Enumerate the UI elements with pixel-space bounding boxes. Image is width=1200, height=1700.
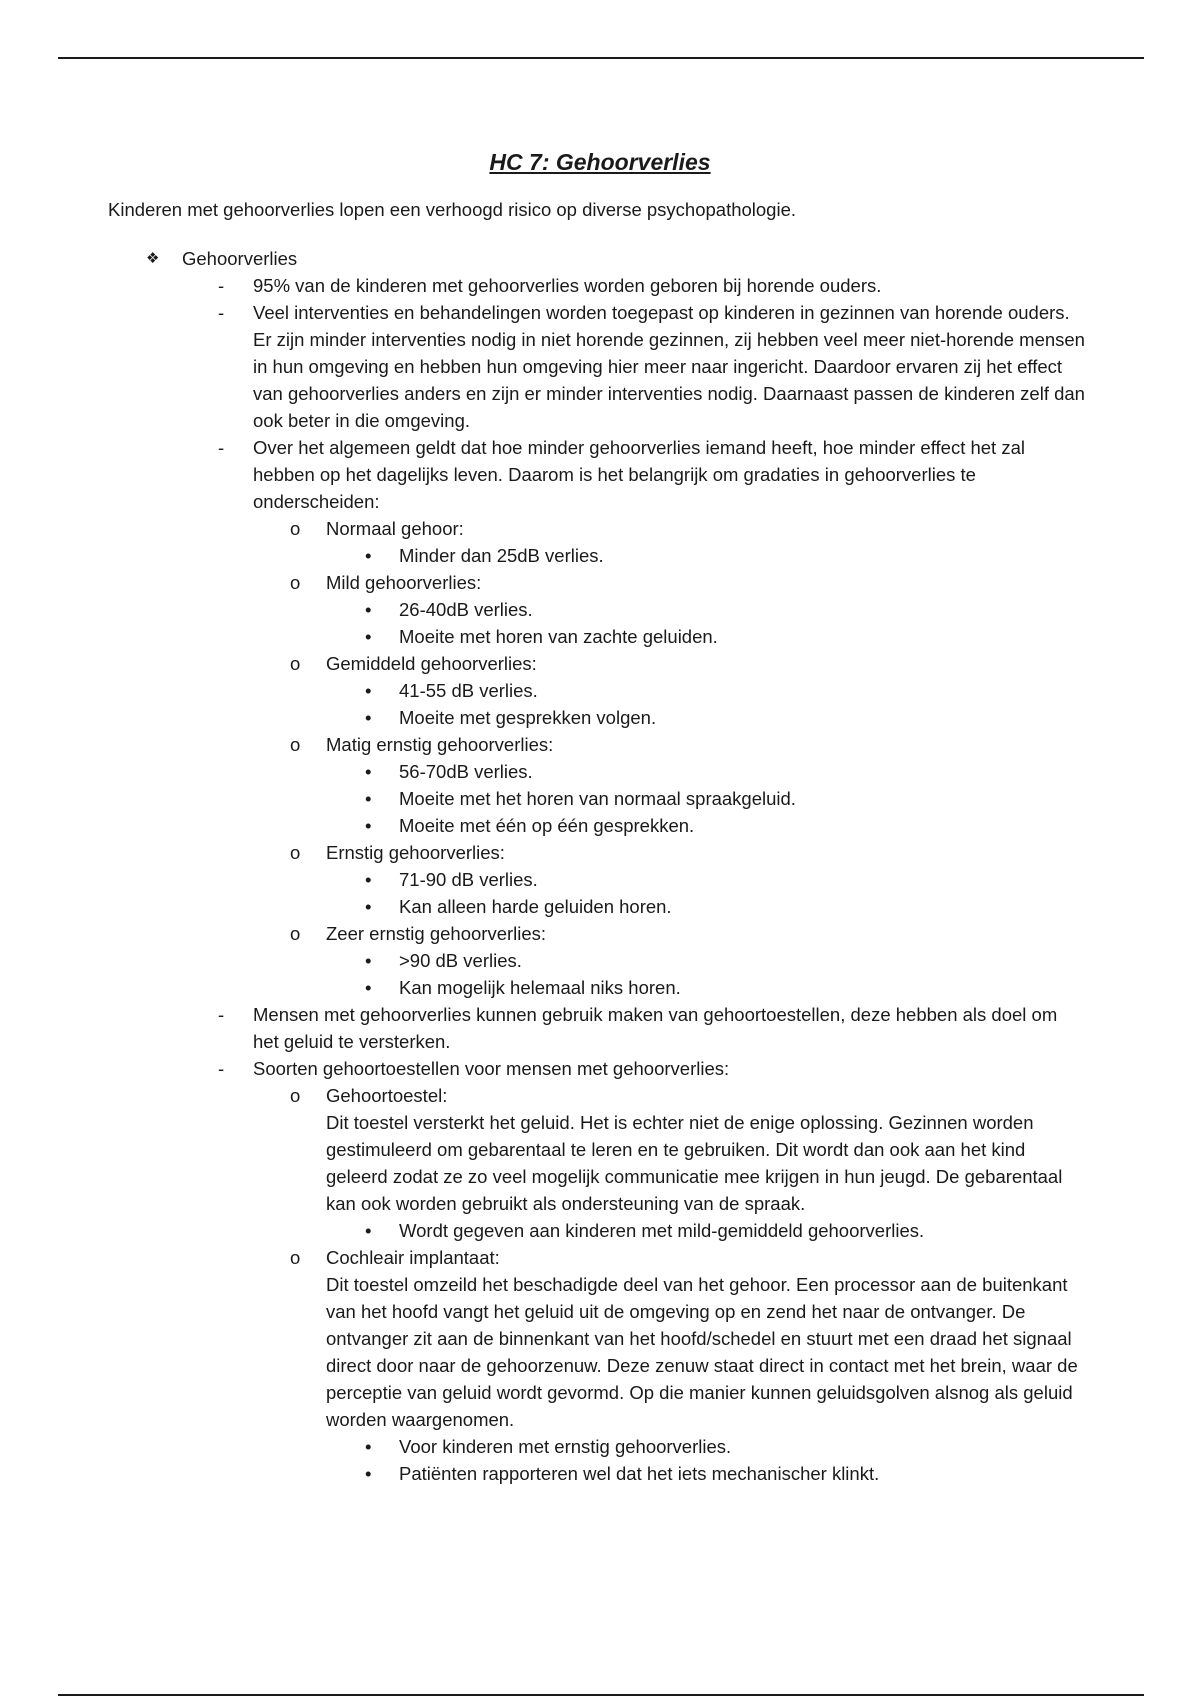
level-details bbox=[326, 596, 1088, 650]
list-item bbox=[365, 785, 1088, 812]
circle-bullet-icon: o bbox=[290, 734, 301, 755]
list-item-text: Moeite met het horen van normaal spraakgeluid. bbox=[399, 788, 796, 809]
dot-bullet-icon: • bbox=[365, 815, 372, 836]
list-item-text: 41-55 dB verlies. bbox=[399, 680, 538, 701]
level-label: Gemiddeld gehoorverlies: bbox=[326, 653, 537, 674]
intro-paragraph: Kinderen met gehoorverlies lopen een verhoogd risico op diverse psychopathologie. bbox=[108, 199, 797, 220]
dot-bullet-icon: • bbox=[365, 977, 372, 998]
list-item bbox=[365, 758, 1088, 785]
list-item-text: Minder dan 25dB verlies. bbox=[399, 545, 604, 566]
dot-bullet-icon: • bbox=[365, 680, 372, 701]
list-item-text: Moeite met horen van zachte geluiden. bbox=[399, 626, 718, 647]
dot-bullet-icon: • bbox=[365, 626, 372, 647]
circle-bullet-icon: o bbox=[290, 653, 301, 674]
level-label: Zeer ernstig gehoorverlies: bbox=[326, 923, 547, 944]
list-item-text: Soorten gehoortoestellen voor mensen met gehoorverlies: bbox=[253, 1058, 730, 1079]
devices-list bbox=[253, 1082, 1088, 1487]
list-item bbox=[365, 1217, 1088, 1244]
hearing-levels-list bbox=[253, 515, 1088, 1001]
list-item-text: 56-70dB verlies. bbox=[399, 761, 533, 782]
list-item-text: >90 dB verlies. bbox=[399, 950, 522, 971]
main-points-list bbox=[182, 272, 1085, 1487]
list-item bbox=[290, 839, 1088, 920]
list-item-text: Patiënten rapporteren wel dat het iets mechanischer klinkt. bbox=[399, 1463, 880, 1484]
list-item bbox=[365, 947, 1088, 974]
diamond-bullet-icon: ❖ bbox=[146, 250, 160, 267]
list-item bbox=[218, 1055, 1088, 1487]
dot-bullet-icon: • bbox=[365, 599, 372, 620]
circle-bullet-icon: o bbox=[290, 518, 301, 539]
circle-bullet-icon: o bbox=[290, 923, 301, 944]
list-item bbox=[365, 1433, 1088, 1460]
level-details bbox=[326, 758, 1088, 839]
list-item bbox=[365, 893, 1088, 920]
dot-bullet-icon: • bbox=[365, 788, 372, 809]
dot-bullet-icon: • bbox=[365, 950, 372, 971]
dot-bullet-icon: • bbox=[365, 1436, 372, 1457]
list-item-text: Mensen met gehoorverlies kunnen gebruik maken van gehoortoestellen, deze hebben als doel om het geluid te versterken. bbox=[253, 1004, 1058, 1052]
list-item bbox=[365, 677, 1088, 704]
level-label: Matig ernstig gehoorverlies: bbox=[326, 734, 554, 755]
list-item bbox=[365, 704, 1088, 731]
device-label: Gehoortoestel: bbox=[326, 1085, 448, 1106]
list-item-text: Kan alleen harde geluiden horen. bbox=[399, 896, 672, 917]
list-item bbox=[290, 515, 1088, 569]
level-details bbox=[326, 542, 1088, 569]
dash-bullet-icon: - bbox=[218, 1058, 225, 1079]
dot-bullet-icon: • bbox=[365, 707, 372, 728]
list-item bbox=[218, 299, 1088, 434]
circle-bullet-icon: o bbox=[290, 1085, 301, 1106]
list-item bbox=[218, 272, 1088, 299]
list-item-text: Moeite met gesprekken volgen. bbox=[399, 707, 657, 728]
circle-bullet-icon: o bbox=[290, 572, 301, 593]
page-title: HC 7: Gehoorverlies bbox=[489, 149, 711, 175]
device-details bbox=[326, 1217, 1088, 1244]
list-item-text: 71-90 dB verlies. bbox=[399, 869, 538, 890]
footer-rule bbox=[58, 1694, 1144, 1696]
level-label: Normaal gehoor: bbox=[326, 518, 464, 539]
list-item bbox=[290, 569, 1088, 650]
device-description: Dit toestel versterkt het geluid. Het is echter niet de enige oplossing. Gezinnen worden gestimuleerd om gebarentaal te leren en te gebruiken. Dit wordt dan ook aan het kind geleerd zodat ze zo veel mogelijk communicatie mee krijgen in hun jeugd. De gebarentaal kan ook worden gebruikt als ondersteuning van de spraak. bbox=[326, 1112, 1063, 1214]
dot-bullet-icon: • bbox=[365, 896, 372, 917]
circle-bullet-icon: o bbox=[290, 1247, 301, 1268]
circle-bullet-icon: o bbox=[290, 842, 301, 863]
dash-bullet-icon: - bbox=[218, 302, 225, 323]
level-label: Mild gehoorverlies: bbox=[326, 572, 482, 593]
level-label: Ernstig gehoorverlies: bbox=[326, 842, 505, 863]
dot-bullet-icon: • bbox=[365, 545, 372, 566]
document-body bbox=[0, 145, 1200, 1487]
section-heading: Gehoorverlies bbox=[182, 248, 298, 269]
device-description: Dit toestel omzeild het beschadigde deel van het gehoor. Een processor aan de buitenkant van het hoofd vangt het geluid uit de omgeving op en zend het naar de ontvanger. De ontvanger zit aan de binnenkant van het hoofd/schedel en stuurt met een draad het signaal direct door naar de gehoorzenuw. Deze zenuw staat direct in contact met het brein, waar de perceptie van geluid wordt gevormd. Op die manier kunnen geluidsgolven alsnog als geluid worden waargenomen. bbox=[326, 1274, 1078, 1430]
dot-bullet-icon: • bbox=[365, 1463, 372, 1484]
dash-bullet-icon: - bbox=[218, 437, 225, 458]
dot-bullet-icon: • bbox=[365, 761, 372, 782]
list-item bbox=[365, 596, 1088, 623]
list-item bbox=[290, 1244, 1088, 1487]
list-item bbox=[365, 812, 1088, 839]
list-item bbox=[290, 920, 1088, 1001]
list-item-text: Wordt gegeven aan kinderen met mild-gemiddeld gehoorverlies. bbox=[399, 1220, 925, 1241]
device-label: Cochleair implantaat: bbox=[326, 1247, 500, 1268]
list-item bbox=[290, 650, 1088, 731]
list-item-text: Veel interventies en behandelingen worden toegepast op kinderen in gezinnen van horende ouders. Er zijn minder interventies nodig in niet horende gezinnen, zij hebben veel meer niet-horende mensen in hun omgeving en hebben hun omgeving hier meer naar ingericht. Daardoor ervaren zij het effect van gehoorverlies anders en zijn er minder interventies nodig. Daarnaast passen de kinderen zelf dan ook beter in die omgeving. bbox=[253, 302, 1085, 431]
list-item bbox=[365, 542, 1088, 569]
dash-bullet-icon: - bbox=[218, 1004, 225, 1025]
dot-bullet-icon: • bbox=[365, 1220, 372, 1241]
list-item bbox=[218, 1001, 1088, 1055]
list-item-text: 26-40dB verlies. bbox=[399, 599, 533, 620]
list-item bbox=[290, 731, 1088, 839]
list-item-text: 95% van de kinderen met gehoorverlies worden geboren bij horende ouders. bbox=[253, 275, 882, 296]
level-details bbox=[326, 866, 1088, 920]
level-details bbox=[326, 677, 1088, 731]
level-details bbox=[326, 947, 1088, 1001]
list-item bbox=[365, 1460, 1088, 1487]
section-gehoorverlies bbox=[146, 245, 1085, 1487]
list-item-text: Moeite met één op één gesprekken. bbox=[399, 815, 695, 836]
device-details bbox=[326, 1433, 1088, 1487]
list-item-text: Voor kinderen met ernstig gehoorverlies. bbox=[399, 1436, 732, 1457]
header-rule bbox=[58, 57, 1144, 59]
list-item bbox=[365, 623, 1088, 650]
list-item bbox=[290, 1082, 1088, 1244]
dash-bullet-icon: - bbox=[218, 275, 225, 296]
list-item bbox=[218, 434, 1088, 1001]
list-item-text: Kan mogelijk helemaal niks horen. bbox=[399, 977, 681, 998]
dot-bullet-icon: • bbox=[365, 869, 372, 890]
list-item bbox=[365, 866, 1088, 893]
list-item bbox=[365, 974, 1088, 1001]
list-item-text: Over het algemeen geldt dat hoe minder gehoorverlies iemand heeft, hoe minder effect het zal hebben op het dagelijks leven. Daarom is het belangrijk om gradaties in gehoorverlies te onderscheiden: bbox=[253, 437, 1025, 512]
